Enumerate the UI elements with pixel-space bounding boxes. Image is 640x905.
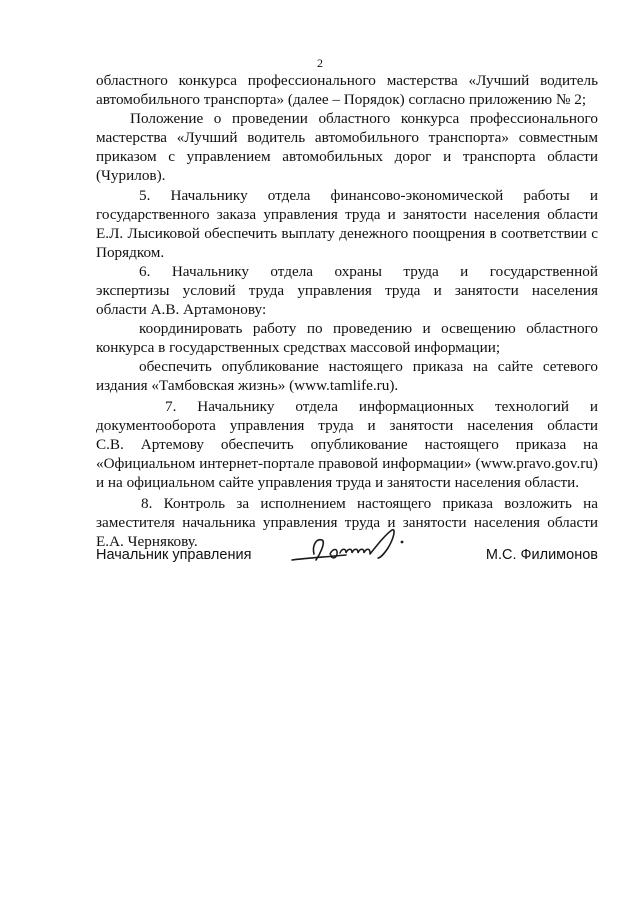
text-line: Е.А. Чернякову.	[96, 533, 198, 550]
page-number: 2	[317, 56, 323, 70]
text-line: области А.В. Артамонову:	[96, 301, 267, 318]
text-line: Е.Л. Лысиковой обеспечить выплату денежного поощрения в соответствии с	[96, 225, 598, 242]
text-line: (Чурилов).	[96, 167, 166, 184]
text-line: автомобильного транспорта» (далее – Порядок) согласно приложению № 2;	[96, 91, 587, 108]
text-line: документооборота управления труда и занятости населения области	[96, 417, 598, 434]
text-line: координировать работу по проведению и освещению областного	[139, 320, 598, 337]
text-line: конкурса в государственных средствах массовой информации;	[96, 339, 501, 356]
text-line: обеспечить опубликование настоящего приказа на сайте сетевого	[139, 358, 598, 375]
text-line: Порядком.	[96, 244, 165, 261]
text-line: государственного заказа управления труда и занятости населения области	[96, 206, 598, 223]
text-line: 7. Начальнику отдела информационных технологий и	[165, 398, 598, 415]
text-line: областного конкурса профессионального мастерства «Лучший водитель	[96, 72, 598, 89]
text-line: мастерства «Лучший водитель автомобильного транспорта» совместным	[96, 129, 598, 146]
text-line: приказом с управлением автомобильных дорог и транспорта области	[96, 148, 598, 165]
signatory-name: М.С. Филимонов	[485, 547, 598, 563]
text-line: издания «Тамбовская жизнь» (www.tamlife.ru).	[96, 377, 399, 394]
text-line: и на официальном сайте управления труда и занятости населения области.	[96, 474, 580, 491]
signatory-position: Начальник управления	[96, 547, 252, 563]
text-line: «Официальном интернет-портале правовой информации» (www.pravo.gov.ru)	[96, 455, 598, 472]
text-line: 6. Начальнику отдела охраны труда и государственной	[139, 263, 598, 280]
text-line: 5. Начальнику отдела финансово-экономической работы и	[139, 187, 598, 204]
text-line: экспертизы условий труда управления труда и занятости населения	[96, 282, 598, 299]
text-line: заместителя начальника управления труда и занятости населения области	[96, 514, 598, 531]
text-line: Положение о проведении областного конкурса профессионального	[130, 110, 598, 127]
text-line: 8. Контроль за исполнением настоящего приказа возложить на	[141, 495, 598, 512]
text-line: С.В. Артемову обеспечить опубликование настоящего приказа на	[96, 436, 598, 453]
handwritten-signature	[286, 524, 426, 572]
signature-block	[96, 542, 598, 572]
